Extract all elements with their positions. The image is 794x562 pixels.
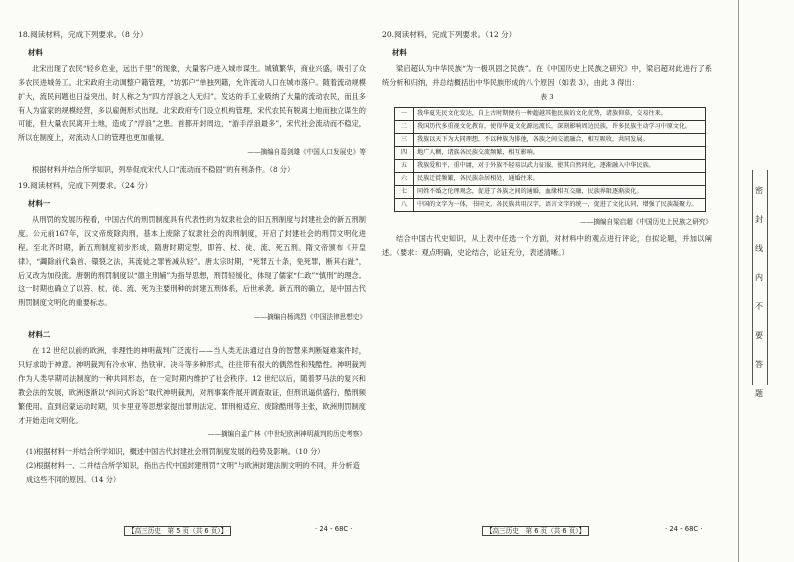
row-number: 八 xyxy=(395,198,414,211)
table-row xyxy=(395,133,706,146)
q18-requirement: 根据材料并结合所学知识，列举促成宋代人口“流动而不稳固”的有利条件。（8 分） xyxy=(32,165,295,175)
row-text: 同姓不婚之伦理观念，促进了各族之间的通婚，血缘相互交融，民族界限逐渐淡化。 xyxy=(414,185,706,198)
table-row xyxy=(395,172,706,185)
table-caption: 表 3 xyxy=(540,92,554,101)
seal-char: 不 xyxy=(755,302,763,311)
q19-material2-text: 在 12 世纪以前的欧洲，非理性的神明裁判广泛流行——当人类无法通过自身的智慧来判断疑难案件时，只好求助于神意。神明裁判有冷水审、热铁审、决斗等多种形式，往往带有很大的偶然性和残酷性。神明裁判作为人类早期司法制度的一种共同形态，在一定时期内维护了社会秩序。12 世纪以后，随着罗马法的复兴和教会法的发展，欧洲逐渐以“纠问式诉讼”取代神明裁判，对刑事案件展开调查取证，但刑讯逼供盛行，酷刑频繁使用。直到启蒙运动时期，贝卡里亚等思想家提出罪刑法定、罪刑相适应、废除酷刑等主张，欧洲刑罚制度才开始走向文明化。 xyxy=(18,346,366,425)
q19-heading: 19.阅读材料，完成下列要求。（24 分） xyxy=(18,181,153,191)
q19-requirement-1: (1)根据材料一并结合所学知识，概述中国古代封建社会刑罚制度发展的趋势及影响。（10 分） xyxy=(26,447,325,457)
row-number: 四 xyxy=(395,146,414,159)
q19-material2-label: 材料二 xyxy=(28,330,51,340)
row-number: 二 xyxy=(395,120,414,133)
table-row xyxy=(395,198,706,211)
row-text: 民族迁徙频繁，各民族杂居相处，通婚往来。 xyxy=(414,172,706,185)
q20-material-label: 材料 xyxy=(392,47,407,57)
table-row xyxy=(395,159,706,172)
row-text: 我华夏先民文化发达，自上古时期便有一种超越其他民族的文化优势，诸族仰慕，交易往来。 xyxy=(414,107,706,120)
seal-char: 内 xyxy=(755,273,763,282)
row-text: 中国的文字为一体，书同文，各民族共用汉字，语言文字的统一，促进了文化认同，增强了民族凝聚力。 xyxy=(414,198,706,211)
q20-heading: 20.阅读材料，完成下列要求。（12 分） xyxy=(382,30,517,39)
right-column xyxy=(382,28,712,260)
q18-material-text: 北宋出现了农民“轻乡危业，远出千里”的现象，大量客户进入城市谋生。城镇繁华，商业兴盛，吸引了众多农民进城务工。北宋政府主动调整户籍管理，“坊郭户”单独列籍，允许流动人口在城市落户。随着流动规模扩大，流民问题也日益突出，时人称之为“四方浮浪之人无归”。发达的手工业吸纳了大量的流动农民，而且多有人为富家的规模经营，多以雇佣形式出现。北宋政府专门设立机构管理，宋代农民有脱离土地而独立谋生的可能，但大量农民离开土地，造成了“浮浪”之患。首都开封周边，“游手浮浪最多”，宋代社会流动而不稳定，所以在制度上，对流动人口的管理也更加重视。 xyxy=(18,63,366,143)
row-text: 我族以天下为大同理想，不以种族为排他，各族之间交流融合，相互吸收，共同发展。 xyxy=(414,133,706,146)
row-text: 我族爱和平，重中庸，对于外族不轻易以武力征服，使其自然同化，逐渐融入中华民族。 xyxy=(414,159,706,172)
row-number: 七 xyxy=(395,185,414,198)
seal-char: 题 xyxy=(755,389,763,398)
row-number: 六 xyxy=(395,172,414,185)
right-footer-tag xyxy=(482,525,589,535)
reasons-table xyxy=(394,107,706,212)
seal-char: 要 xyxy=(755,331,763,340)
page-tag: 【高三历史 第 5 页（共 6 页）】 xyxy=(124,526,231,536)
seal-char: 密 xyxy=(755,186,763,195)
binding-margin xyxy=(738,0,794,562)
seal-line-text xyxy=(753,176,765,408)
q20-requirement: 结合中国古代史知识，从上表中任选一个方面，对材料中的观点进行评论，自拟论题，并加以阐述。（要求：观点明确，史论结合，论证充分，表述清晰。） xyxy=(382,234,712,258)
q18-material-label: 材料 xyxy=(28,47,43,57)
q20-source: ——摘编自梁启超《中国历史上民族之研究》 xyxy=(580,217,712,226)
right-footer-code: · 24 - 68C · xyxy=(665,525,703,533)
row-text: 我国历代多重视文化教育，使得华夏文化源远流长，深刻影响周边民族，许多民族主动学习中原文化。 xyxy=(414,120,706,133)
table-row xyxy=(395,185,706,198)
q19-material1-label: 材料一 xyxy=(28,198,51,208)
left-footer-code: · 24 - 68C · xyxy=(315,525,353,533)
q18-source: ——摘编自葛剑雄《中国人口发展史》等 xyxy=(247,148,366,157)
row-text: 地广人稠，诸族各民族交流频繁，相互影响。 xyxy=(414,146,706,159)
table-row xyxy=(395,146,706,159)
row-number: 五 xyxy=(395,159,414,172)
page-tag: 【高三历史 第 6 页（共 6 页）】 xyxy=(482,526,589,536)
seal-char: 线 xyxy=(755,244,763,253)
q19-material2-source: ——摘编自孟广林《中世纪欧洲神明裁判的历史考察》 xyxy=(207,430,366,439)
q19-requirement-2: (2)根据材料一、二并结合所学知识，指出古代中国封建刑罚“文明”与欧洲封建法制文明的不同，并分析造成这些不同的原因。（14 分） xyxy=(26,461,360,485)
left-footer-tag xyxy=(124,525,231,535)
row-number: 一 xyxy=(395,107,414,120)
table-row xyxy=(395,120,706,133)
q19-material1-source: ——摘编自杨鸿烈《中国法律思想史》 xyxy=(253,313,366,322)
q20-material-text: 梁启超认为中华民族“为一极巩固之民族”。在《中国历史上民族之研究》中，梁启超对此进行了系统分析和归纳，并总结概括出中华民族形成的八个原因（如表 3），由此 3 得出： xyxy=(382,63,712,87)
row-number: 三 xyxy=(395,133,414,146)
table-row xyxy=(395,107,706,120)
q18-heading: 18.阅读材料，完成下列要求。（8 分） xyxy=(18,30,148,39)
q19-material1-text: 从刑罚的发展历程看，中国古代的刑罚制度具有代表性的为奴隶社会的旧五刑制度与封建社会的新五刑制度。公元前167年，汉文帝废除肉刑，基本上废除了奴隶社会的肉刑制度，开启了封建社会的刑罚文明化进程。至北齐时期，新五刑制度初步形成，隋唐时期定型，即笞、杖、徒、流、死五刑。隋文帝颁布《开皇律》，“蠲除前代枭首、镮裂之法，其流徒之罪皆减从轻”。唐太宗时期，“死罪五十条，免死罪，断其右趾”，后又改为加役流。唐朝的刑罚制度以“德主刑辅”为指导思想，刑罚轻缓化，体现了儒家“仁政”“慎刑”的理念。这一时期也确立了以笞、杖、徒、流、死为主要刑种的封建五刑体系，后世承袭。新五刑的确立，是中国古代刑罚制度文明化的重要标志。 xyxy=(18,214,366,308)
seal-char: 答 xyxy=(755,360,763,369)
left-column xyxy=(18,28,366,487)
seal-char: 封 xyxy=(755,215,763,224)
